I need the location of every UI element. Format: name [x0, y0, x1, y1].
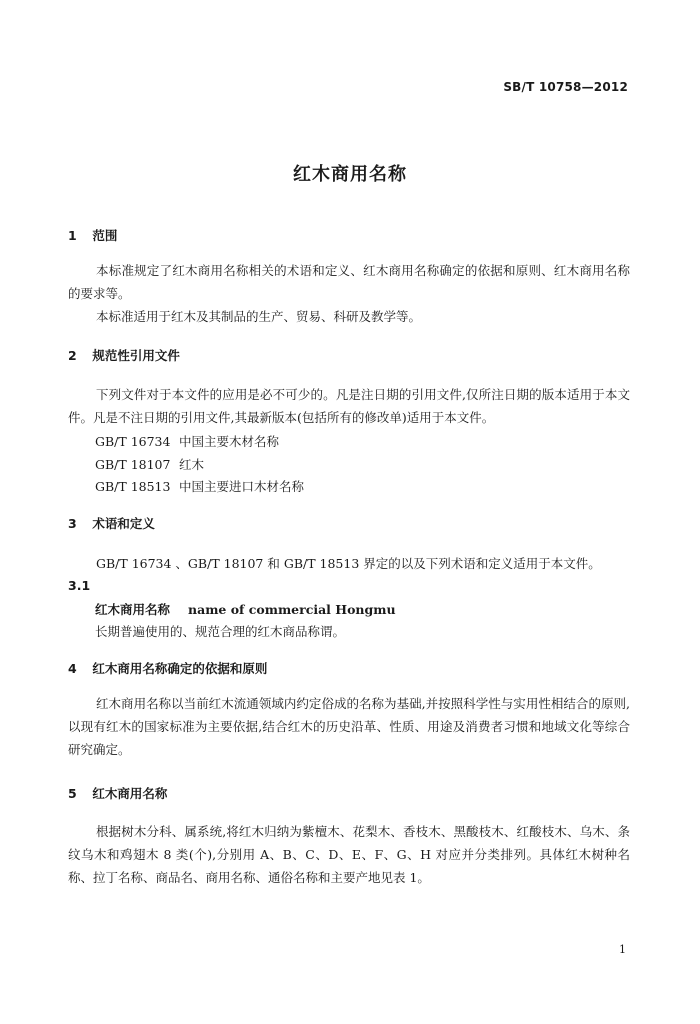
- section-4-paragraph-1: 红木商用名称以当前红木流通领域内约定俗成的名称为基础,并按照科学性与实用性相结合的原则,以现有红木的国家标准为主要依据,结合红木的历史沿革、性质、用途及消费者习惯和地域文化等综合研究确定。: [68, 696, 630, 757]
- page-number: 1: [619, 943, 626, 956]
- standard-number: SB/T 10758—2012: [503, 80, 628, 94]
- term-definition: 长期普遍使用的、规范合理的红木商品称谓。: [95, 624, 346, 639]
- section-3-heading: [68, 514, 155, 532]
- section-number: 3: [68, 516, 77, 531]
- reference-code: GB/T 18107: [95, 457, 171, 472]
- normative-reference: [95, 455, 204, 473]
- term-entry: [95, 600, 396, 618]
- reference-code: GB/T 16734: [95, 434, 171, 449]
- section-5-heading: [68, 784, 167, 802]
- subclause-number: 3.1: [68, 578, 91, 593]
- section-number: 5: [68, 786, 77, 801]
- section-title: 术语和定义: [92, 516, 155, 531]
- term-chinese: 红木商用名称: [95, 602, 171, 617]
- section-number: 2: [68, 348, 77, 363]
- section-2-paragraph-1: 下列文件对于本文件的应用是必不可少的。凡是注日期的引用文件,仅所注日期的版本适用于本文件。凡是不注日期的引用文件,其最新版本(包括所有的修改单)适用于本文件。: [68, 387, 630, 425]
- term-english: name of commercial Hongmu: [188, 602, 396, 617]
- section-5-paragraph-1: 根据树木分科、属系统,将红木归纳为紫檀木、花梨木、香枝木、黑酸枝木、红酸枝木、乌木、条纹乌木和鸡翅木 8 类(个),分别用 A、B、C、D、E、F、G、H 对应并分类排列。具体红木树种名称、拉丁名称、商品名、商用名称、通俗名称和主要产地见表 1。: [68, 824, 630, 885]
- section-1-paragraph-1: 本标准规定了红木商用名称相关的术语和定义、红木商用名称确定的依据和原则、红木商用名称的要求等。: [68, 263, 630, 301]
- section-2-heading: [68, 346, 180, 364]
- document-title: 红木商用名称: [293, 164, 407, 185]
- reference-code: GB/T 18513: [95, 479, 171, 494]
- section-number: 1: [68, 228, 77, 243]
- normative-reference: [95, 477, 304, 495]
- section-title: 范围: [92, 228, 118, 243]
- section-1-heading: [68, 226, 117, 244]
- section-title: 红木商用名称确定的依据和原则: [92, 661, 268, 676]
- section-4-heading: [68, 659, 267, 677]
- reference-name: 中国主要进口木材名称: [178, 479, 304, 494]
- reference-name: 红木: [178, 457, 204, 472]
- reference-name: 中国主要木材名称: [178, 434, 279, 449]
- section-title: 红木商用名称: [92, 786, 168, 801]
- section-number: 4: [68, 661, 77, 676]
- section-1-paragraph-2: 本标准适用于红木及其制品的生产、贸易、科研及教学等。: [96, 309, 422, 324]
- normative-reference: [95, 432, 279, 450]
- section-3-paragraph-1: GB/T 16734 、GB/T 18107 和 GB/T 18513 界定的以及下列术语和定义适用于本文件。: [96, 556, 601, 571]
- section-title: 规范性引用文件: [92, 348, 180, 363]
